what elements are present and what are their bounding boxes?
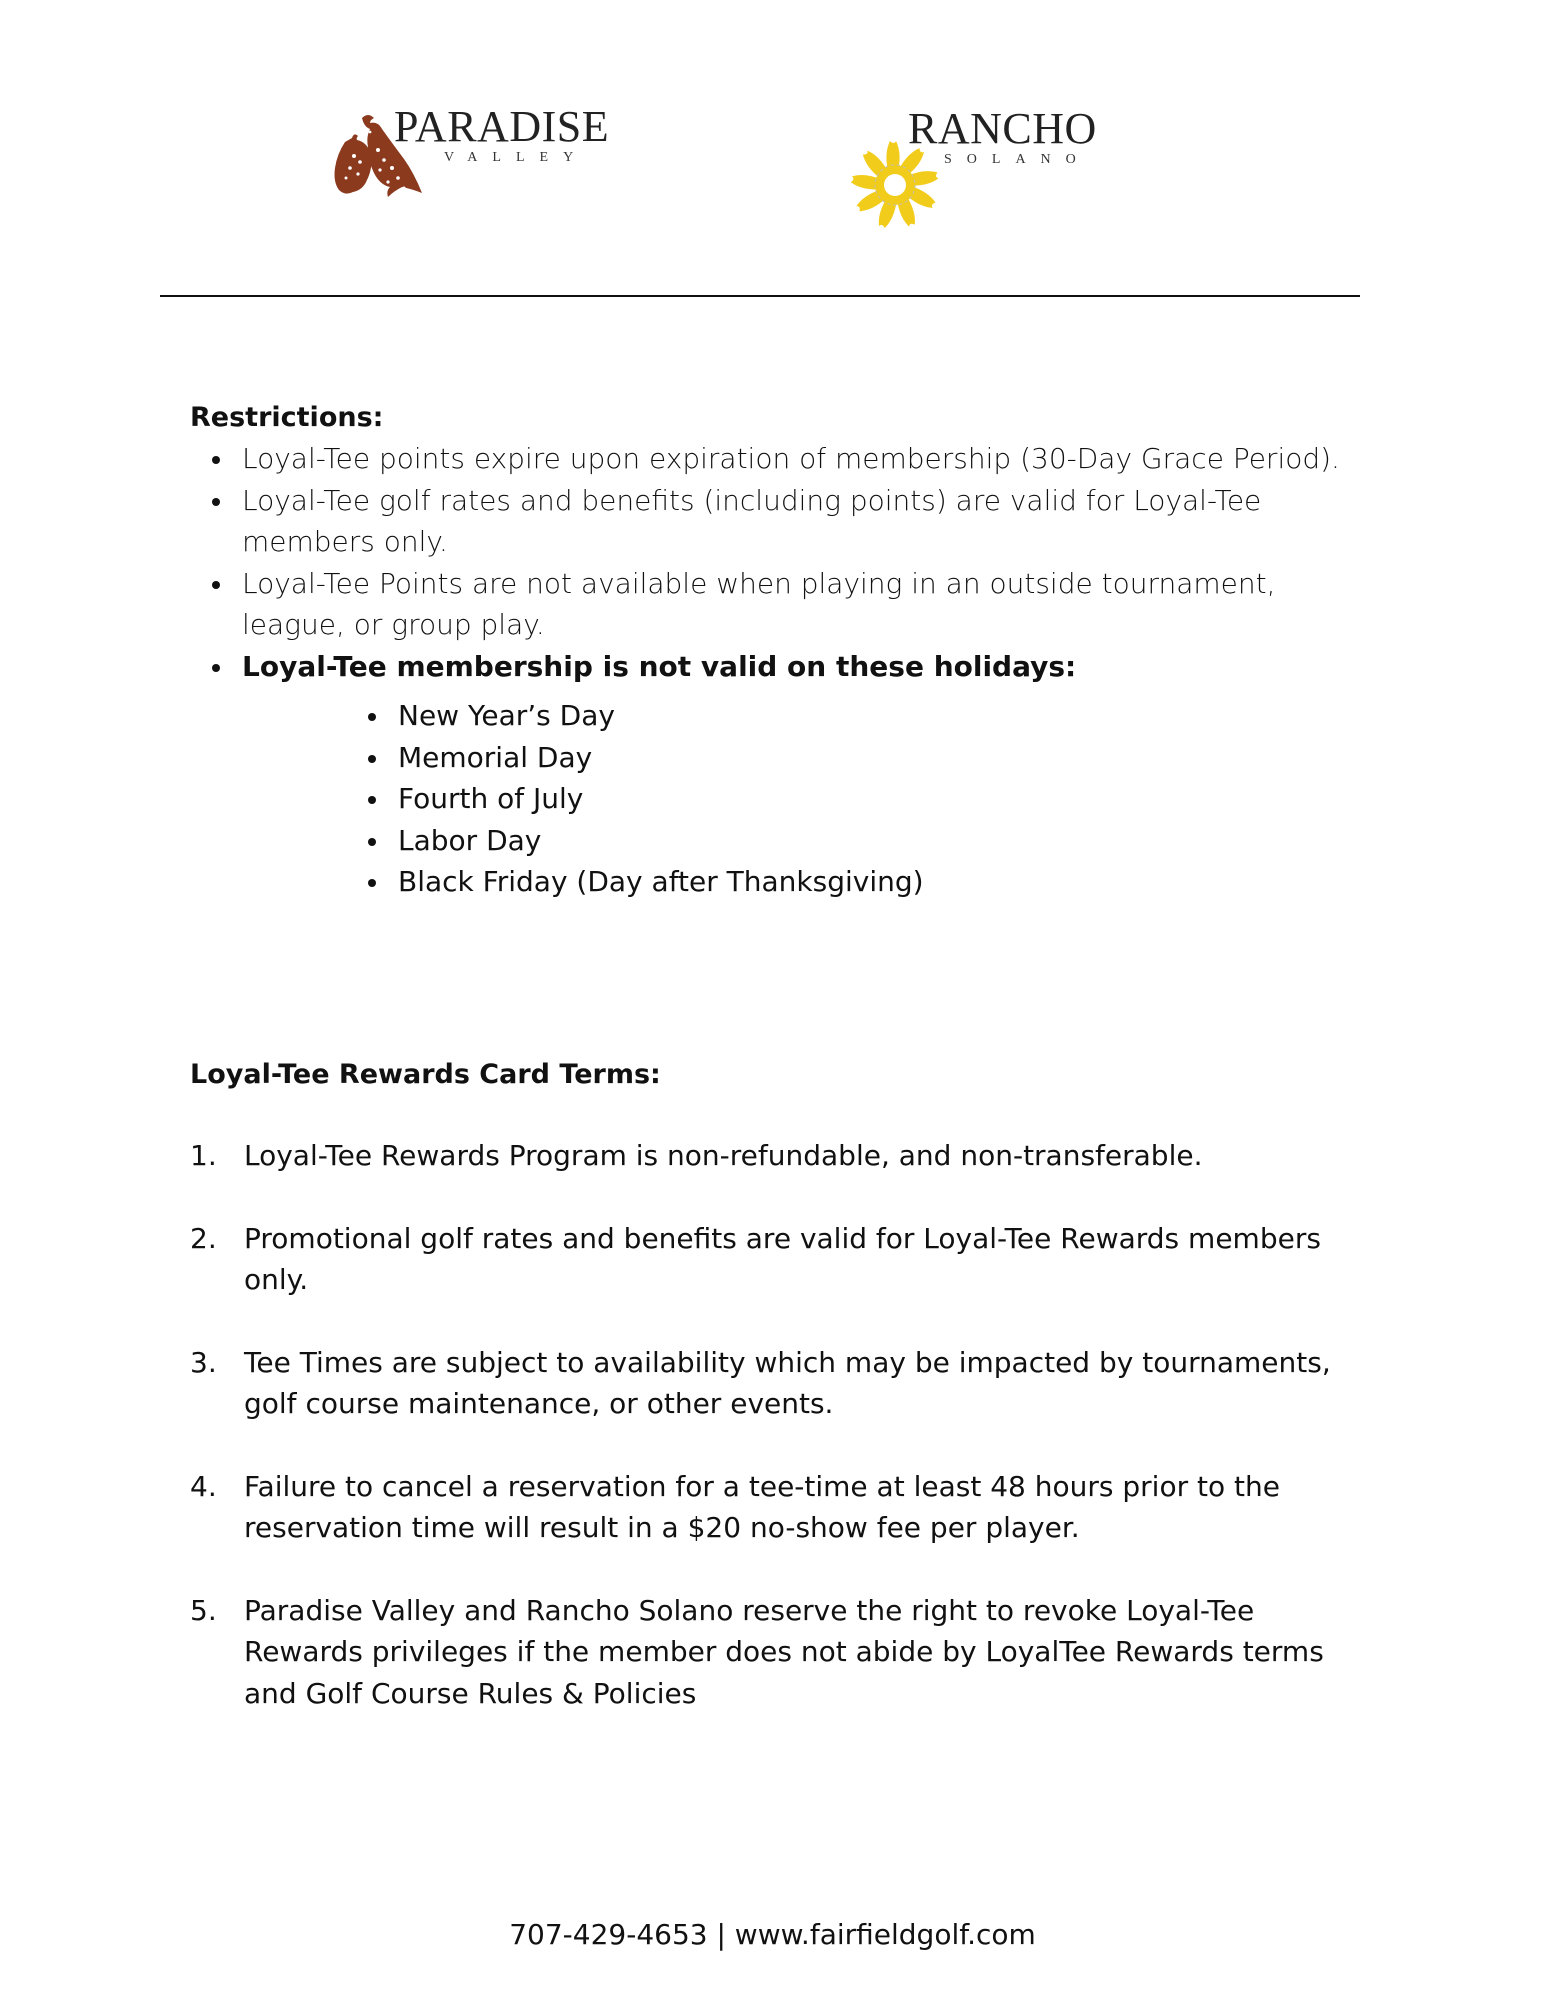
term-number: 2.	[190, 1221, 217, 1255]
bullet-icon	[212, 456, 220, 464]
holidays-list	[190, 695, 1370, 903]
terms-list	[190, 1135, 1370, 1755]
list-item: Loyal-Tee points expire upon expiration of membership (30-Day Grace Period).	[190, 438, 1382, 480]
bullet-icon	[368, 838, 376, 846]
rancho-logo-subtitle: SOLANO	[944, 152, 1091, 167]
paradise-valley-logo	[332, 102, 612, 200]
bullet-icon	[212, 664, 220, 672]
list-item: Loyal-Tee golf rates and benefits (including points) are valid for Loyal-Tee members only.	[190, 480, 1382, 563]
term-number: 4.	[190, 1469, 217, 1503]
holiday-item: Labor Day	[190, 820, 1370, 862]
bullet-icon	[368, 713, 376, 721]
rancho-solano-logo	[850, 105, 1120, 230]
bullet-icon	[368, 879, 376, 887]
restrictions-section	[190, 398, 1370, 903]
term-item: 5. Paradise Valley and Rancho Solano reserve the right to revoke Loyal-Tee Rewards privileges if the member does not abide by LoyalTee Rewards terms and Golf Course Rules & Policies	[190, 1590, 1354, 1715]
term-number: 1.	[190, 1139, 217, 1172]
term-item: 1. Loyal-Tee Rewards Program is non-refundable, and non-transferable.	[190, 1135, 1354, 1177]
bullet-icon	[368, 755, 376, 763]
term-item: 2. Promotional golf rates and benefits are valid for Loyal-Tee Rewards members only.	[190, 1218, 1354, 1301]
term-number: 5.	[190, 1593, 217, 1627]
rancho-logo-title: RANCHO	[908, 104, 1097, 153]
header-divider	[160, 295, 1360, 297]
restrictions-heading: Restrictions:	[190, 402, 384, 433]
restrictions-list	[190, 438, 1370, 687]
term-number: 3.	[190, 1345, 217, 1379]
holiday-item: Memorial Day	[190, 737, 1370, 779]
holiday-item: Fourth of July	[190, 778, 1370, 820]
bullet-icon	[212, 581, 220, 589]
list-item: Loyal-Tee Points are not available when playing in an outside tournament, league, or group play.	[190, 563, 1382, 646]
paradise-logo-title: PARADISE	[394, 102, 610, 151]
holiday-item: Black Friday (Day after Thanksgiving)	[190, 861, 1370, 903]
terms-heading: Loyal-Tee Rewards Card Terms:	[190, 1059, 661, 1090]
paradise-logo-subtitle: VALLEY	[444, 150, 589, 165]
sunflower-icon	[850, 140, 940, 234]
term-item: 3. Tee Times are subject to availability which may be impacted by tournaments, golf course maintenance, or other events.	[190, 1342, 1354, 1425]
bullet-icon	[368, 796, 376, 804]
holiday-item: New Year’s Day	[190, 695, 1370, 737]
term-item: 4. Failure to cancel a reservation for a tee-time at least 48 hours prior to the reservation time will result in a $20 no-show fee per player.	[190, 1466, 1354, 1549]
bullet-icon	[212, 498, 220, 506]
footer-contact: 707-429-4653 | www.fairfieldgolf.com	[509, 1918, 1036, 1951]
list-item-holidays-notice: Loyal-Tee membership is not valid on these holidays:	[190, 646, 1382, 688]
